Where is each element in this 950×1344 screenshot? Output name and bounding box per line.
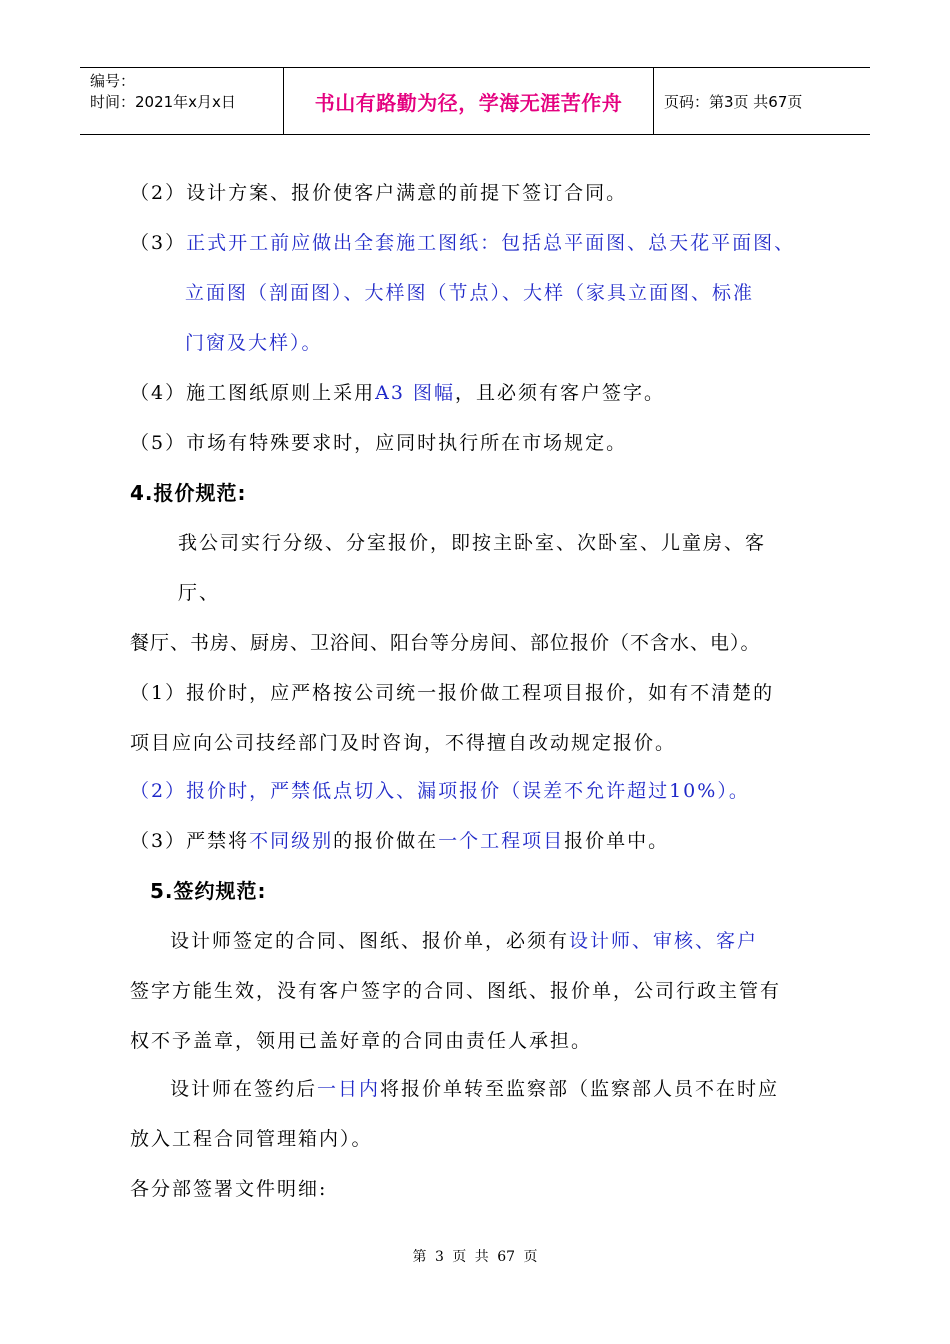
section-heading-5: 5.签约规范: — [150, 879, 267, 903]
text-segment: （3）严禁将 — [130, 830, 250, 852]
text-segment: 设计师在签约后 — [170, 1078, 318, 1100]
paragraph-line — [170, 1076, 779, 1102]
item-number: （3） — [130, 232, 187, 254]
header-page-info: 页码：第3页 共67页 — [664, 92, 803, 111]
paragraph-line: 项目应向公司技经部门及时咨询，不得擅自改动规定报价。 — [130, 732, 677, 754]
paragraph-line: 厅、 — [178, 582, 221, 604]
text-segment: 设计师签定的合同、图纸、报价单，必须有 — [170, 930, 570, 952]
paragraph-line: 各分部签署文件明细: — [130, 1178, 328, 1200]
paragraph-line: 立面图（剖面图）、大样图（节点）、大样（家具立面图、标准 — [185, 282, 755, 304]
text-segment: 报价单中。 — [564, 830, 670, 852]
paragraph-line — [170, 928, 758, 954]
section-heading-4: 4.报价规范: — [130, 481, 247, 505]
page-header — [80, 67, 870, 135]
paragraph-line: 门窗及大样）。 — [185, 332, 323, 354]
paragraph-line: （1）报价时，应严格按公司统一报价做工程项目报价，如有不清楚的 — [130, 682, 775, 704]
highlighted-text: 正式开工前应做出全套施工图纸：包括总平面图、总天花平面图、 — [186, 232, 796, 254]
paragraph-line: （2）报价时，严禁低点切入、漏项报价（误差不允许超过10%）。 — [130, 780, 750, 802]
header-page-info-cell — [654, 68, 870, 134]
paragraph-line: 放入工程合同管理箱内）。 — [130, 1128, 373, 1150]
paragraph-line: （5）市场有特殊要求时，应同时执行所在市场规定。 — [130, 432, 628, 454]
text-segment: 将报价单转至监察部（监察部人员不在时应 — [380, 1078, 780, 1100]
page-footer: 第 3 页 共 67 页 — [412, 1249, 538, 1265]
highlighted-text: 设计师、审核、客户 — [569, 930, 759, 952]
paragraph-line: 我公司实行分级、分室报价，即按主卧室、次卧室、儿童房、客 — [178, 532, 767, 554]
paragraph-line: 餐厅、书房、厨房、卫浴间、阳台等分房间、部位报价（不含水、电）。 — [130, 632, 761, 654]
text-segment: 的报价做在 — [333, 830, 439, 852]
highlighted-text: A3 图幅 — [375, 382, 455, 404]
text-segment: （4）施工图纸原则上采用 — [130, 382, 376, 404]
highlighted-text: 一日内 — [317, 1078, 381, 1100]
highlighted-text: 不同级别 — [249, 830, 334, 852]
paragraph-line: （2）设计方案、报价使客户满意的前提下签订合同。 — [130, 182, 628, 204]
paragraph-line — [130, 380, 665, 406]
text-segment: ，且必须有客户签字。 — [454, 382, 665, 404]
paragraph-line — [130, 230, 795, 256]
paragraph-line — [130, 828, 669, 854]
paragraph-line: 权不予盖章，领用已盖好章的合同由责任人承担。 — [130, 1030, 593, 1052]
header-meta — [80, 68, 283, 134]
highlighted-text: 一个工程项目 — [438, 830, 565, 852]
header-motto-cell — [283, 68, 654, 134]
document-time-label: 时间：2021年x月x日 — [90, 93, 236, 111]
paragraph-line: 签字方能生效，没有客户签字的合同、图纸、报价单，公司行政主管有 — [130, 980, 782, 1002]
document-number-label: 编号： — [90, 72, 136, 90]
header-motto: 书山有路勤为径，学海无涯苦作舟 — [314, 90, 623, 115]
